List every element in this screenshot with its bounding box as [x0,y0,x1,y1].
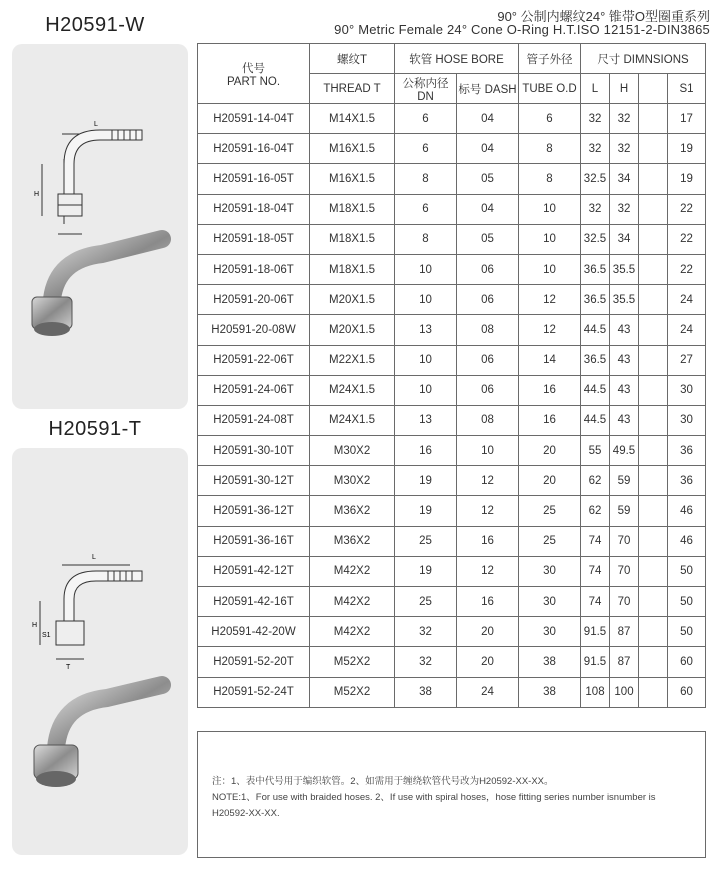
table-row [198,164,706,194]
table-row [198,466,706,496]
cell-s1: 19 [668,164,706,194]
cell-l: 74 [581,587,610,617]
note-en-2: H20592-XX-XX. [212,808,280,819]
table-row [198,526,706,556]
cell-dn: 13 [395,315,457,345]
label-t: T [66,664,71,671]
cell-x [639,224,668,254]
cell-thread: M52X2 [310,677,395,707]
cell-tube: 16 [519,375,581,405]
cell-dash: 20 [457,617,519,647]
cell-x [639,436,668,466]
cell-h: 43 [610,375,639,405]
cell-part: H20591-36-16T [198,526,310,556]
cell-part: H20591-30-12T [198,466,310,496]
cell-dn: 25 [395,526,457,556]
cell-part: H20591-16-05T [198,164,310,194]
header-thread-cn: 螺纹T [310,44,395,74]
header-title-cn: 90° 公制内螺纹24° 锥带O型圈重系列 [497,9,710,24]
header-hose-bore: 软管 HOSE BORE [395,44,519,74]
cell-tube: 8 [519,164,581,194]
spec-table-body [198,104,706,708]
cell-dash: 06 [457,345,519,375]
cell-l: 44.5 [581,405,610,435]
note-en-1: NOTE:1、For use with braided hoses. 2、If use with spiral hoses，hose fitting series number isnumber is [212,792,656,803]
cell-part: H20591-24-06T [198,375,310,405]
header-l: L [581,74,610,104]
cell-h: 34 [610,164,639,194]
cell-x [639,405,668,435]
cell-tube: 6 [519,104,581,134]
cell-h: 49.5 [610,436,639,466]
table-row [198,134,706,164]
cell-x [639,617,668,647]
cell-tube: 10 [519,194,581,224]
cell-part: H20591-20-08W [198,315,310,345]
cell-s1: 36 [668,436,706,466]
cell-s1: 50 [668,556,706,586]
cell-x [639,466,668,496]
cell-l: 32 [581,104,610,134]
cell-s1: 46 [668,496,706,526]
cell-h: 59 [610,466,639,496]
cell-s1: 60 [668,647,706,677]
cell-s1: 22 [668,224,706,254]
cell-dn: 19 [395,496,457,526]
cell-dn: 10 [395,285,457,315]
table-row [198,587,706,617]
fitting-photo-t [12,673,188,823]
cell-thread: M24X1.5 [310,375,395,405]
cell-x [639,496,668,526]
cell-tube: 38 [519,677,581,707]
cell-l: 36.5 [581,254,610,284]
cell-dn: 13 [395,405,457,435]
cell-dn: 8 [395,224,457,254]
cell-dn: 19 [395,556,457,586]
cell-dash: 04 [457,104,519,134]
cell-dash: 10 [457,436,519,466]
cell-l: 108 [581,677,610,707]
label-l-t: L [92,554,96,561]
cell-dn: 6 [395,104,457,134]
cell-part: H20591-52-20T [198,647,310,677]
technical-drawing-t [12,543,188,671]
cell-dn: 32 [395,647,457,677]
cell-l: 74 [581,556,610,586]
table-row [198,254,706,284]
technical-drawing-w [12,104,188,214]
cell-thread: M18X1.5 [310,194,395,224]
cell-s1: 50 [668,587,706,617]
table-row [198,224,706,254]
cell-tube: 20 [519,466,581,496]
label-h: H [34,191,40,198]
cell-thread: M42X2 [310,617,395,647]
label-h-t: H [32,622,38,629]
cell-part: H20591-20-06T [198,285,310,315]
cell-h: 100 [610,677,639,707]
cell-x [639,134,668,164]
table-row [198,436,706,466]
cell-part: H20591-16-04T [198,134,310,164]
cell-tube: 10 [519,254,581,284]
cell-tube: 30 [519,587,581,617]
spec-table [197,43,706,708]
cell-s1: 27 [668,345,706,375]
cell-dn: 38 [395,677,457,707]
cell-thread: M20X1.5 [310,285,395,315]
cell-thread: M20X1.5 [310,315,395,345]
table-row [198,345,706,375]
cell-x [639,315,668,345]
cell-h: 35.5 [610,254,639,284]
cell-thread: M30X2 [310,466,395,496]
cell-dash: 16 [457,587,519,617]
cell-part: H20591-42-16T [198,587,310,617]
table-row [198,677,706,707]
cell-part: H20591-30-10T [198,436,310,466]
cell-dash: 06 [457,375,519,405]
cell-thread: M52X2 [310,647,395,677]
cell-x [639,677,668,707]
cell-l: 32 [581,194,610,224]
cell-dash: 05 [457,164,519,194]
cell-x [639,647,668,677]
cell-dash: 12 [457,496,519,526]
cell-l: 36.5 [581,285,610,315]
cell-dn: 10 [395,254,457,284]
cell-l: 91.5 [581,617,610,647]
cell-l: 62 [581,466,610,496]
cell-l: 32.5 [581,164,610,194]
cell-x [639,375,668,405]
cell-tube: 25 [519,526,581,556]
cell-s1: 24 [668,285,706,315]
header-h: H [610,74,639,104]
cell-l: 55 [581,436,610,466]
table-row [198,285,706,315]
cell-dash: 05 [457,224,519,254]
cell-part: H20591-36-12T [198,496,310,526]
cell-tube: 20 [519,436,581,466]
cell-part: H20591-18-05T [198,224,310,254]
cell-x [639,285,668,315]
cell-h: 34 [610,224,639,254]
cell-thread: M24X1.5 [310,405,395,435]
cell-l: 32.5 [581,224,610,254]
cell-x [639,587,668,617]
header-tube-en: TUBE O.D [519,74,581,104]
cell-tube: 30 [519,556,581,586]
cell-part: H20591-22-06T [198,345,310,375]
cell-x [639,345,668,375]
cell-h: 32 [610,194,639,224]
cell-dn: 6 [395,194,457,224]
cell-h: 87 [610,647,639,677]
cell-l: 62 [581,496,610,526]
notes-box [197,731,706,858]
cell-tube: 30 [519,617,581,647]
cell-tube: 25 [519,496,581,526]
cell-x [639,254,668,284]
cell-part: H20591-52-24T [198,677,310,707]
cell-dash: 20 [457,647,519,677]
cell-l: 44.5 [581,375,610,405]
cell-tube: 8 [519,134,581,164]
cell-dash: 06 [457,285,519,315]
header-tube-cn: 管子外径 [519,44,581,74]
cell-thread: M16X1.5 [310,164,395,194]
cell-part: H20591-42-20W [198,617,310,647]
cell-l: 74 [581,526,610,556]
cell-thread: M18X1.5 [310,224,395,254]
cell-s1: 46 [668,526,706,556]
cell-dash: 04 [457,134,519,164]
cell-dn: 16 [395,436,457,466]
cell-tube: 38 [519,647,581,677]
cell-x [639,556,668,586]
cell-dash: 12 [457,466,519,496]
table-row [198,556,706,586]
cell-s1: 60 [668,677,706,707]
cell-s1: 24 [668,315,706,345]
cell-part: H20591-14-04T [198,104,310,134]
table-row [198,405,706,435]
table-row [198,647,706,677]
cell-tube: 10 [519,224,581,254]
cell-l: 44.5 [581,315,610,345]
cell-h: 43 [610,405,639,435]
cell-thread: M36X2 [310,496,395,526]
cell-thread: M30X2 [310,436,395,466]
cell-dn: 10 [395,345,457,375]
cell-part: H20591-24-08T [198,405,310,435]
fitting-photo-w [12,229,188,379]
cell-thread: M16X1.5 [310,134,395,164]
cell-tube: 14 [519,345,581,375]
cell-s1: 50 [668,617,706,647]
cell-tube: 12 [519,315,581,345]
label-s1: S1 [42,632,51,639]
header-dash: 标号 DASH [457,74,519,104]
cell-dn: 25 [395,587,457,617]
cell-thread: M22X1.5 [310,345,395,375]
cell-thread: M18X1.5 [310,254,395,284]
table-row [198,194,706,224]
cell-h: 70 [610,587,639,617]
cell-l: 91.5 [581,647,610,677]
cell-thread: M42X2 [310,587,395,617]
table-row [198,315,706,345]
cell-dn: 19 [395,466,457,496]
cell-part: H20591-18-06T [198,254,310,284]
model-title-t: H20591-T [48,418,142,440]
cell-s1: 36 [668,466,706,496]
cell-thread: M42X2 [310,556,395,586]
cell-h: 59 [610,496,639,526]
table-row [198,104,706,134]
cell-dn: 8 [395,164,457,194]
product-panel-w [12,44,188,409]
cell-x [639,526,668,556]
cell-dash: 24 [457,677,519,707]
cell-s1: 30 [668,405,706,435]
cell-dash: 08 [457,405,519,435]
cell-l: 36.5 [581,345,610,375]
table-row [198,496,706,526]
cell-dash: 12 [457,556,519,586]
header-title-en: 90° Metric Female 24° Cone O-Ring H.T.ISO 12151-2-DIN3865 [334,22,710,37]
cell-dn: 32 [395,617,457,647]
cell-x [639,104,668,134]
cell-thread: M14X1.5 [310,104,395,134]
cell-dn: 6 [395,134,457,164]
table-row [198,617,706,647]
cell-tube: 12 [519,285,581,315]
cell-h: 70 [610,556,639,586]
cell-h: 32 [610,134,639,164]
table-row [198,375,706,405]
note-cn: 注：1、表中代号用于编织软管。2、如需用于缠绕软管代号改为H20592-XX-XX。 [212,776,554,787]
header-part-no: 代号 PART NO. [198,44,310,104]
cell-s1: 30 [668,375,706,405]
model-title-w: H20591-W [45,14,145,36]
cell-dash: 08 [457,315,519,345]
cell-dn: 10 [395,375,457,405]
cell-h: 32 [610,104,639,134]
cell-part: H20591-18-04T [198,194,310,224]
cell-s1: 17 [668,104,706,134]
cell-h: 35.5 [610,285,639,315]
cell-x [639,164,668,194]
cell-dash: 06 [457,254,519,284]
cell-tube: 16 [519,405,581,435]
cell-s1: 22 [668,254,706,284]
cell-part: H20591-42-12T [198,556,310,586]
cell-h: 43 [610,315,639,345]
cell-x [639,194,668,224]
cell-s1: 19 [668,134,706,164]
cell-thread: M36X2 [310,526,395,556]
label-l: L [94,121,98,128]
cell-h: 87 [610,617,639,647]
header-dn: 公称内径DN [395,74,457,104]
cell-dash: 04 [457,194,519,224]
header-s1: S1 [668,74,706,104]
header-thread-en: THREAD T [310,74,395,104]
cell-h: 43 [610,345,639,375]
cell-s1: 22 [668,194,706,224]
cell-l: 32 [581,134,610,164]
header-blank [639,74,668,104]
cell-dash: 16 [457,526,519,556]
header-dimensions: 尺寸 DIMNSIONS [581,44,706,74]
product-panel-t [12,448,188,855]
cell-h: 70 [610,526,639,556]
